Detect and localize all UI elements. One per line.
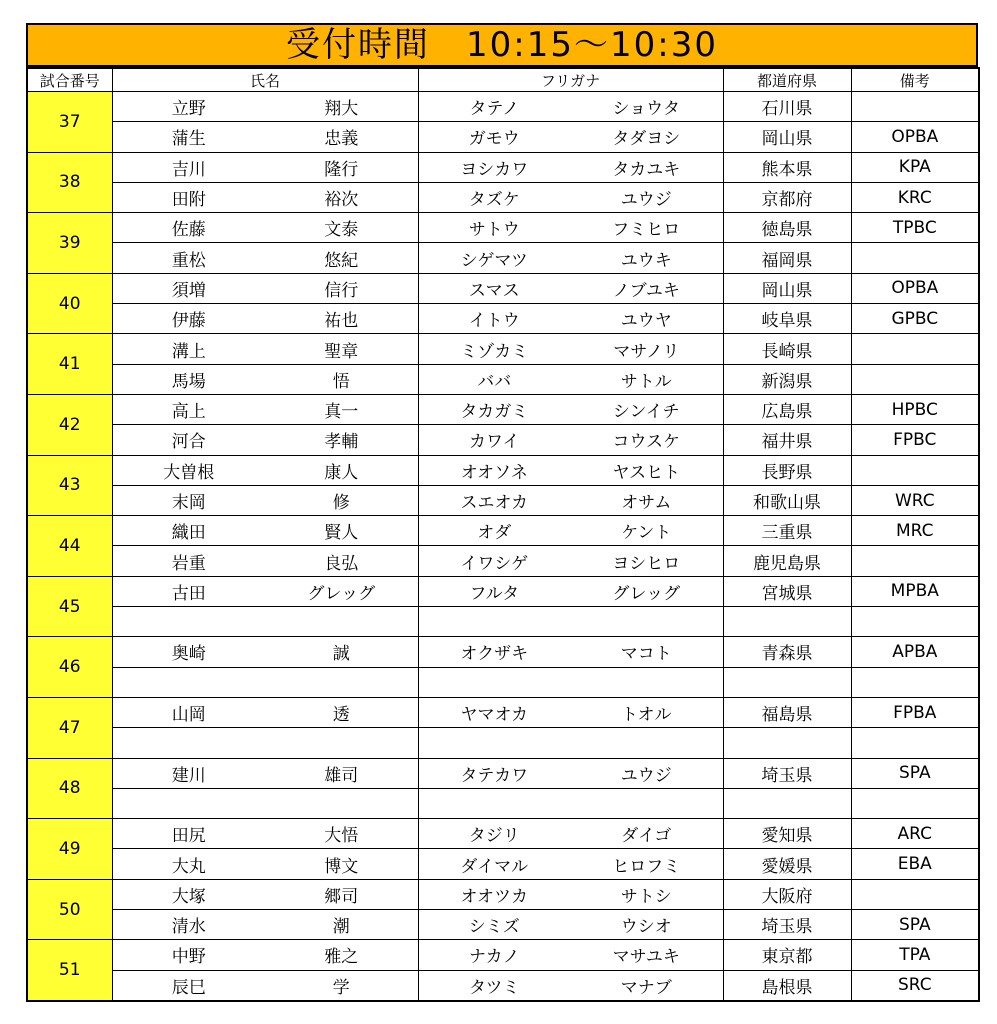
player-kana-first: コウスケ	[570, 425, 723, 455]
table-row	[27, 910, 979, 940]
player-prefecture: 東京都	[723, 940, 851, 970]
match-number: 51	[27, 940, 112, 1001]
player-last-name: 河合	[112, 425, 265, 455]
player-note: KPA	[851, 152, 979, 182]
player-note: WRC	[851, 485, 979, 515]
player-kana-first: シンイチ	[570, 394, 723, 424]
player-last-name: 伊藤	[112, 304, 265, 334]
player-last-name: 岩重	[112, 546, 265, 576]
player-note: HPBC	[851, 394, 979, 424]
player-last-name	[112, 667, 265, 697]
player-last-name	[112, 728, 265, 758]
player-kana-last: ミゾカミ	[418, 334, 570, 364]
player-kana-first: オサム	[570, 485, 723, 515]
table-row	[27, 607, 979, 637]
table-row	[27, 849, 979, 879]
player-prefecture: 岐阜県	[723, 304, 851, 334]
player-kana-last: タジリ	[418, 819, 570, 849]
player-kana-first: マコト	[570, 637, 723, 667]
player-first-name: 忠義	[265, 122, 418, 152]
match-number: 46	[27, 637, 112, 698]
player-prefecture: 福島県	[723, 697, 851, 727]
player-last-name: 奥崎	[112, 637, 265, 667]
player-prefecture: 広島県	[723, 394, 851, 424]
player-kana-last: フルタ	[418, 576, 570, 606]
player-prefecture: 埼玉県	[723, 758, 851, 788]
table-row	[27, 364, 979, 394]
table-row	[27, 637, 979, 667]
player-last-name: 大塚	[112, 879, 265, 909]
table-row	[27, 697, 979, 727]
player-first-name: 翔大	[265, 92, 418, 122]
player-first-name: 真一	[265, 394, 418, 424]
player-kana-last	[418, 788, 570, 818]
player-kana-first: ウシオ	[570, 910, 723, 940]
player-first-name: 孝輔	[265, 425, 418, 455]
player-kana-last: オダ	[418, 516, 570, 546]
table-row	[27, 819, 979, 849]
match-number: 49	[27, 819, 112, 880]
player-prefecture: 福井県	[723, 425, 851, 455]
player-note	[851, 334, 979, 364]
player-kana-first: サトル	[570, 364, 723, 394]
table-row	[27, 273, 979, 303]
player-last-name: 山岡	[112, 697, 265, 727]
player-prefecture: 鹿児島県	[723, 546, 851, 576]
player-kana-last	[418, 728, 570, 758]
player-note: MPBA	[851, 576, 979, 606]
player-first-name: 透	[265, 697, 418, 727]
player-kana-last: スマス	[418, 273, 570, 303]
player-kana-last: タテノ	[418, 92, 570, 122]
player-first-name: 裕次	[265, 182, 418, 212]
player-prefecture	[723, 728, 851, 758]
match-number: 39	[27, 213, 112, 274]
player-prefecture: 長野県	[723, 455, 851, 485]
player-note	[851, 879, 979, 909]
player-last-name: 溝上	[112, 334, 265, 364]
player-note: APBA	[851, 637, 979, 667]
player-last-name: 馬場	[112, 364, 265, 394]
table-row	[27, 92, 979, 122]
player-note: MRC	[851, 516, 979, 546]
player-kana-last: スエオカ	[418, 485, 570, 515]
player-kana-first: ショウタ	[570, 92, 723, 122]
player-prefecture: 埼玉県	[723, 910, 851, 940]
player-last-name	[112, 788, 265, 818]
table-row	[27, 788, 979, 818]
player-kana-first: ヨシヒロ	[570, 546, 723, 576]
player-first-name: 悠紀	[265, 243, 418, 273]
player-kana-first: タダヨシ	[570, 122, 723, 152]
match-table	[26, 67, 980, 1002]
player-kana-last: オオツカ	[418, 879, 570, 909]
player-kana-last: ナカノ	[418, 940, 570, 970]
player-first-name: 誠	[265, 637, 418, 667]
player-last-name: 重松	[112, 243, 265, 273]
player-last-name: 田附	[112, 182, 265, 212]
player-last-name: 田尻	[112, 819, 265, 849]
player-last-name: 清水	[112, 910, 265, 940]
player-prefecture	[723, 607, 851, 637]
player-kana-first: ヒロフミ	[570, 849, 723, 879]
match-number: 42	[27, 394, 112, 455]
player-kana-last	[418, 667, 570, 697]
player-kana-last: タズケ	[418, 182, 570, 212]
player-kana-first: タカユキ	[570, 152, 723, 182]
player-note	[851, 364, 979, 394]
player-prefecture: 岡山県	[723, 122, 851, 152]
player-first-name: 良弘	[265, 546, 418, 576]
table-row	[27, 667, 979, 697]
match-number: 47	[27, 697, 112, 758]
player-note: OPBA	[851, 273, 979, 303]
player-prefecture: 石川県	[723, 92, 851, 122]
player-prefecture	[723, 788, 851, 818]
player-prefecture: 青森県	[723, 637, 851, 667]
player-kana-last: シゲマツ	[418, 243, 570, 273]
player-first-name: 修	[265, 485, 418, 515]
player-last-name: 古田	[112, 576, 265, 606]
player-note: GPBC	[851, 304, 979, 334]
table-row	[27, 122, 979, 152]
table-row	[27, 758, 979, 788]
player-first-name: 隆行	[265, 152, 418, 182]
player-prefecture: 島根県	[723, 970, 851, 1001]
player-prefecture: 徳島県	[723, 213, 851, 243]
table-row	[27, 879, 979, 909]
table-row	[27, 940, 979, 970]
player-kana-last: タテカワ	[418, 758, 570, 788]
player-kana-first: ダイゴ	[570, 819, 723, 849]
player-kana-first: ユウジ	[570, 182, 723, 212]
player-prefecture: 大阪府	[723, 879, 851, 909]
player-kana-first: ノブユキ	[570, 273, 723, 303]
player-note: FPBC	[851, 425, 979, 455]
table-row	[27, 728, 979, 758]
reception-sheet	[26, 23, 978, 1002]
player-kana-last: ヨシカワ	[418, 152, 570, 182]
player-note: SPA	[851, 758, 979, 788]
player-kana-first: ユウヤ	[570, 304, 723, 334]
player-last-name: 高上	[112, 394, 265, 424]
player-prefecture: 京都府	[723, 182, 851, 212]
player-first-name: 賢人	[265, 516, 418, 546]
player-note: ARC	[851, 819, 979, 849]
player-note	[851, 546, 979, 576]
player-last-name: 須増	[112, 273, 265, 303]
player-first-name: 康人	[265, 455, 418, 485]
table-row	[27, 546, 979, 576]
player-last-name: 立野	[112, 92, 265, 122]
table-row	[27, 576, 979, 606]
player-kana-first: マナブ	[570, 970, 723, 1001]
header-row	[27, 68, 979, 92]
player-note: TPA	[851, 940, 979, 970]
player-kana-last: カワイ	[418, 425, 570, 455]
player-first-name: 祐也	[265, 304, 418, 334]
player-prefecture: 宮城県	[723, 576, 851, 606]
player-first-name: 信行	[265, 273, 418, 303]
table-row	[27, 516, 979, 546]
table-row	[27, 304, 979, 334]
player-note	[851, 667, 979, 697]
player-kana-last: イトウ	[418, 304, 570, 334]
table-row	[27, 455, 979, 485]
player-first-name: 聖章	[265, 334, 418, 364]
player-note: TPBC	[851, 213, 979, 243]
player-kana-first: ケント	[570, 516, 723, 546]
player-first-name	[265, 667, 418, 697]
player-note: SRC	[851, 970, 979, 1001]
match-number: 48	[27, 758, 112, 819]
match-number: 43	[27, 455, 112, 516]
player-kana-last: ババ	[418, 364, 570, 394]
match-number: 37	[27, 92, 112, 153]
player-note: FPBA	[851, 697, 979, 727]
player-prefecture: 岡山県	[723, 273, 851, 303]
player-last-name: 佐藤	[112, 213, 265, 243]
player-note: SPA	[851, 910, 979, 940]
player-kana-last: オクザキ	[418, 637, 570, 667]
player-kana-last	[418, 607, 570, 637]
table-row	[27, 243, 979, 273]
player-note: OPBA	[851, 122, 979, 152]
player-first-name	[265, 728, 418, 758]
player-first-name	[265, 788, 418, 818]
table-row	[27, 213, 979, 243]
player-kana-first: フミヒロ	[570, 213, 723, 243]
player-first-name: 学	[265, 970, 418, 1001]
player-kana-first: マサユキ	[570, 940, 723, 970]
player-last-name	[112, 607, 265, 637]
player-last-name: 大曽根	[112, 455, 265, 485]
player-last-name: 蒲生	[112, 122, 265, 152]
player-kana-last: ガモウ	[418, 122, 570, 152]
player-prefecture: 福岡県	[723, 243, 851, 273]
player-kana-last: イワシゲ	[418, 546, 570, 576]
player-kana-first: ヤスヒト	[570, 455, 723, 485]
player-last-name: 建川	[112, 758, 265, 788]
player-kana-first: ユウジ	[570, 758, 723, 788]
player-note	[851, 243, 979, 273]
player-kana-first: トオル	[570, 697, 723, 727]
table-row	[27, 182, 979, 212]
player-first-name: 雄司	[265, 758, 418, 788]
match-number: 40	[27, 273, 112, 334]
match-number: 45	[27, 576, 112, 637]
table-row	[27, 334, 979, 364]
player-note	[851, 788, 979, 818]
player-first-name: 雅之	[265, 940, 418, 970]
player-note	[851, 607, 979, 637]
table-row	[27, 152, 979, 182]
player-note: EBA	[851, 849, 979, 879]
player-prefecture: 愛知県	[723, 819, 851, 849]
table-row	[27, 970, 979, 1001]
header-prefecture: 都道府県	[723, 68, 851, 92]
player-kana-last: タカガミ	[418, 394, 570, 424]
header-match-number: 試合番号	[27, 68, 112, 92]
player-prefecture	[723, 667, 851, 697]
header-note: 備考	[851, 68, 979, 92]
header-kana: フリガナ	[418, 68, 723, 92]
player-last-name: 中野	[112, 940, 265, 970]
player-first-name: 文泰	[265, 213, 418, 243]
player-last-name: 吉川	[112, 152, 265, 182]
player-kana-first	[570, 788, 723, 818]
player-kana-first: グレッグ	[570, 576, 723, 606]
player-kana-first: マサノリ	[570, 334, 723, 364]
player-first-name: グレッグ	[265, 576, 418, 606]
player-kana-first	[570, 728, 723, 758]
player-prefecture: 愛媛県	[723, 849, 851, 879]
player-prefecture: 三重県	[723, 516, 851, 546]
player-prefecture: 新潟県	[723, 364, 851, 394]
player-note	[851, 728, 979, 758]
player-prefecture: 和歌山県	[723, 485, 851, 515]
player-first-name: 大悟	[265, 819, 418, 849]
header-name: 氏名	[112, 68, 418, 92]
player-kana-first: サトシ	[570, 879, 723, 909]
player-first-name: 博文	[265, 849, 418, 879]
player-kana-last: ヤマオカ	[418, 697, 570, 727]
match-number: 41	[27, 334, 112, 395]
player-last-name: 末岡	[112, 485, 265, 515]
player-last-name: 大丸	[112, 849, 265, 879]
player-kana-last: タツミ	[418, 970, 570, 1001]
player-prefecture: 長崎県	[723, 334, 851, 364]
player-prefecture: 熊本県	[723, 152, 851, 182]
player-first-name: 潮	[265, 910, 418, 940]
table-row	[27, 425, 979, 455]
player-last-name: 辰巳	[112, 970, 265, 1001]
match-number: 44	[27, 516, 112, 577]
player-last-name: 織田	[112, 516, 265, 546]
player-first-name	[265, 607, 418, 637]
player-note	[851, 92, 979, 122]
match-number: 50	[27, 879, 112, 940]
player-kana-first	[570, 607, 723, 637]
player-kana-first	[570, 667, 723, 697]
player-first-name: 郷司	[265, 879, 418, 909]
player-first-name: 悟	[265, 364, 418, 394]
table-row	[27, 394, 979, 424]
player-kana-last: サトウ	[418, 213, 570, 243]
match-number: 38	[27, 152, 112, 213]
player-note: KRC	[851, 182, 979, 212]
player-kana-first: ユウキ	[570, 243, 723, 273]
player-kana-last: シミズ	[418, 910, 570, 940]
table-row	[27, 485, 979, 515]
player-kana-last: オオソネ	[418, 455, 570, 485]
match-table-body	[27, 68, 979, 1001]
player-kana-last: ダイマル	[418, 849, 570, 879]
reception-time-title: 受付時間 10:15～10:30	[26, 23, 978, 67]
player-note	[851, 455, 979, 485]
